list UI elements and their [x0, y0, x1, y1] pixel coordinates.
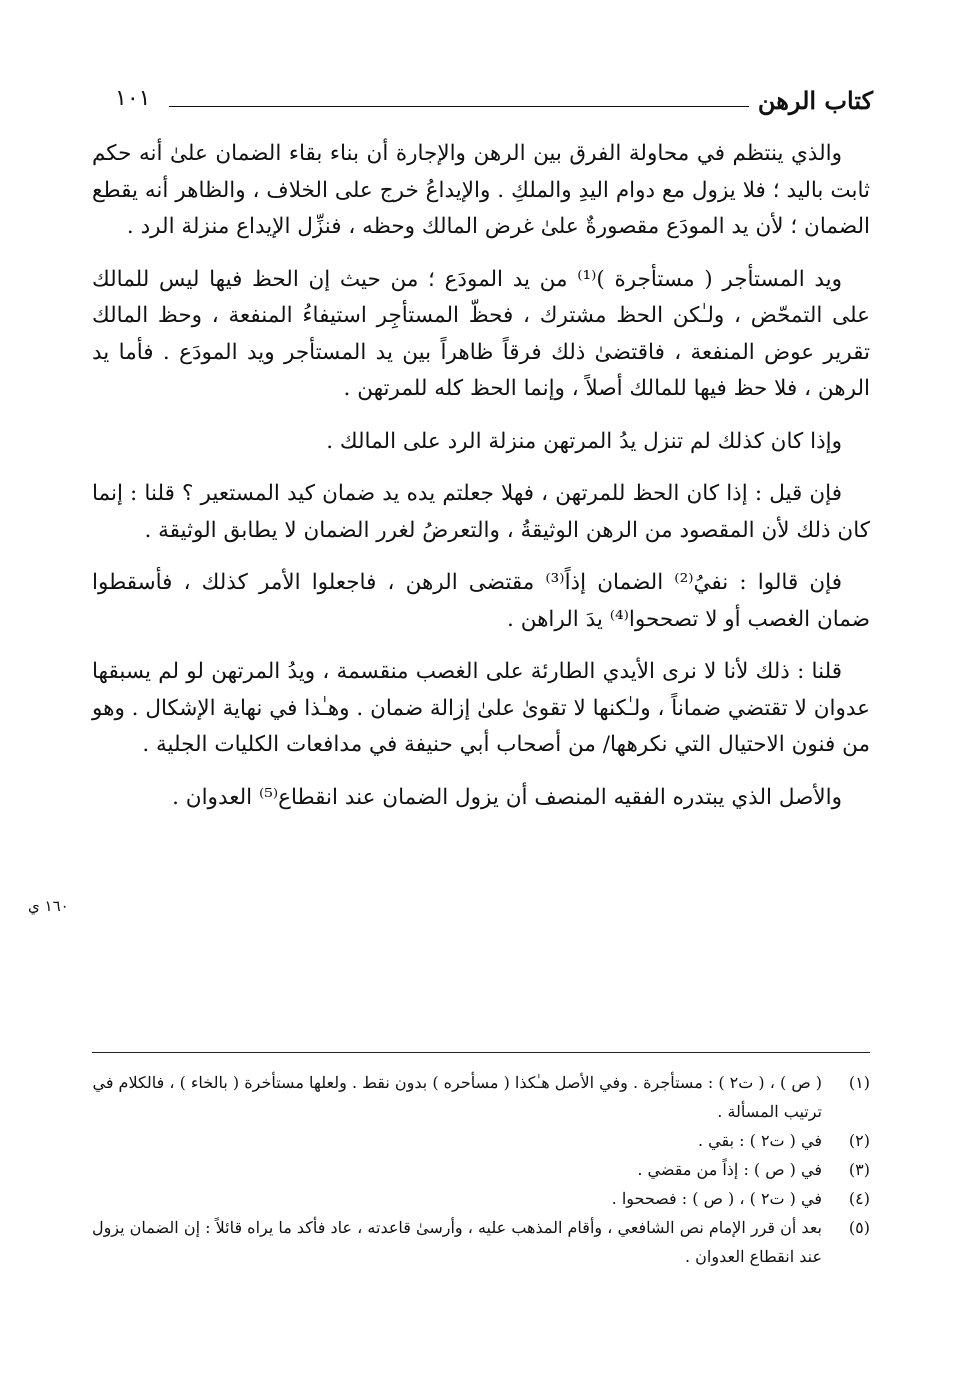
paragraph: فإن قيل : إذا كان الحظ للمرتهن ، فهلا جعلتم يده يد ضمان كيد المستعير ؟ قلنا : إنما كان ذلك لأن المقصود من الرهن الوثيقةُ ، والتعرضُ لغرر الضمان لا يطابق الوثيقة . [92, 481, 870, 543]
footnote-number: (٢) [848, 1131, 870, 1150]
paragraph: قلنا : ذلك لأنا لا نرى الأيدي الطارئة على الغصب منقسمة ، ويدُ المرتهن لو لم يسبقها عدوان لا تقتضي ضماناً ، ولـٰكنها لا تقوىٰ علىٰ إزالة ضمان . وهـٰذا في نهاية الإشكال . وهو من فنون الاحتيال التي نكرهها/ من أصحاب أبي حنيفة في مدافعات الكليات الجلية . [92, 659, 870, 757]
footnote-text: بعد أن قرر الإمام نص الشافعي ، وأقام المذهب عليه ، وأرسىٰ قاعدته ، عاد فأكد ما يراه قائلاً : إن الضمان يزول عند انقطاع العدوان . [91, 1218, 822, 1266]
page-header [95, 82, 873, 122]
footnote-number: (١) [848, 1073, 870, 1092]
footnote-number: (٣) [848, 1160, 870, 1179]
chapter-title: كتاب الرهن [757, 86, 873, 115]
footnote-number: (٤) [848, 1189, 870, 1208]
footnote [80, 1155, 870, 1184]
page-number: ١٠١ [115, 86, 151, 111]
footnote [80, 1068, 870, 1126]
main-text [92, 136, 870, 832]
paragraph: والأصل الذي يبتدره الفقيه المنصف أن يزول الضمان عند انقطاع⁽⁵⁾ العدوان . [172, 784, 842, 810]
header-rule [169, 106, 749, 107]
footnote-text: ( ص ) ، ( ت٢ ) : مستأجرة . وفي الأصل هـٰكذا ( مسأحره ) بدون نقط . ولعلها مستأخرة ( بالخاء ) ، فالكلام في ترتيب المسألة . [92, 1073, 822, 1121]
footnote-number: (٥) [848, 1218, 870, 1237]
paragraph: وإذا كان كذلك لم تنزل يدُ المرتهن منزلة الرد على المالك . [326, 428, 842, 454]
footnotes [80, 1068, 870, 1271]
footnote-text: في ( ص ) : إذاً من مقضي . [637, 1160, 822, 1179]
footnote-text: في ( ت٢ ) ، ( ص ) : فصححوا . [611, 1189, 822, 1208]
footnote [80, 1184, 870, 1213]
footnote [80, 1213, 870, 1271]
footnote [80, 1126, 870, 1155]
paragraph: والذي ينتظم في محاولة الفرق بين الرهن والإجارة أن بناء بقاء الضمان علىٰ أنه حكم ثابت باليد ؛ فلا يزول مع دوام اليدِ والملكِ . والإيداعُ خرج على الخلاف ، والظاهر أنه يقطع الضمان ؛ لأن يد المودَع مقصورةٌ علىٰ غرض المالك وحظه ، فنزِّل الإيداع منزلة الرد . [92, 141, 870, 239]
margin-page-ref: ١٦٠ ي [28, 897, 69, 915]
footnote-text: في ( ت٢ ) : بقي . [697, 1131, 822, 1150]
paragraph: فإن قالوا : نفيُ⁽²⁾ الضمان إذاً⁽³⁾ مقتضى الرهن ، فاجعلوا الأمر كذلك ، فأسقطوا ضمان الغصب أو لا تصححوا⁽⁴⁾ يدَ الراهن . [92, 570, 870, 632]
paragraph: ويد المستأجر ( مستأجرة )⁽¹⁾ من يد المودَع ؛ من حيث إن الحظ فيها ليس للمالك على التمحّض ، ولـٰكن الحظ مشترك ، فحظّ المستأجِر استيفاءُ المنفعة ، وحظ المالك تقرير عوض المنفعة ، فاقتضىٰ ذلك فرقاً ظاهراً بين يد المستأجر ويد المودَع . فأما يد الرهن ، فلا حظ فيها للمالك أصلاً ، وإنما الحظ كله للمرتهن . [92, 266, 870, 401]
footnote-rule [92, 1052, 870, 1053]
